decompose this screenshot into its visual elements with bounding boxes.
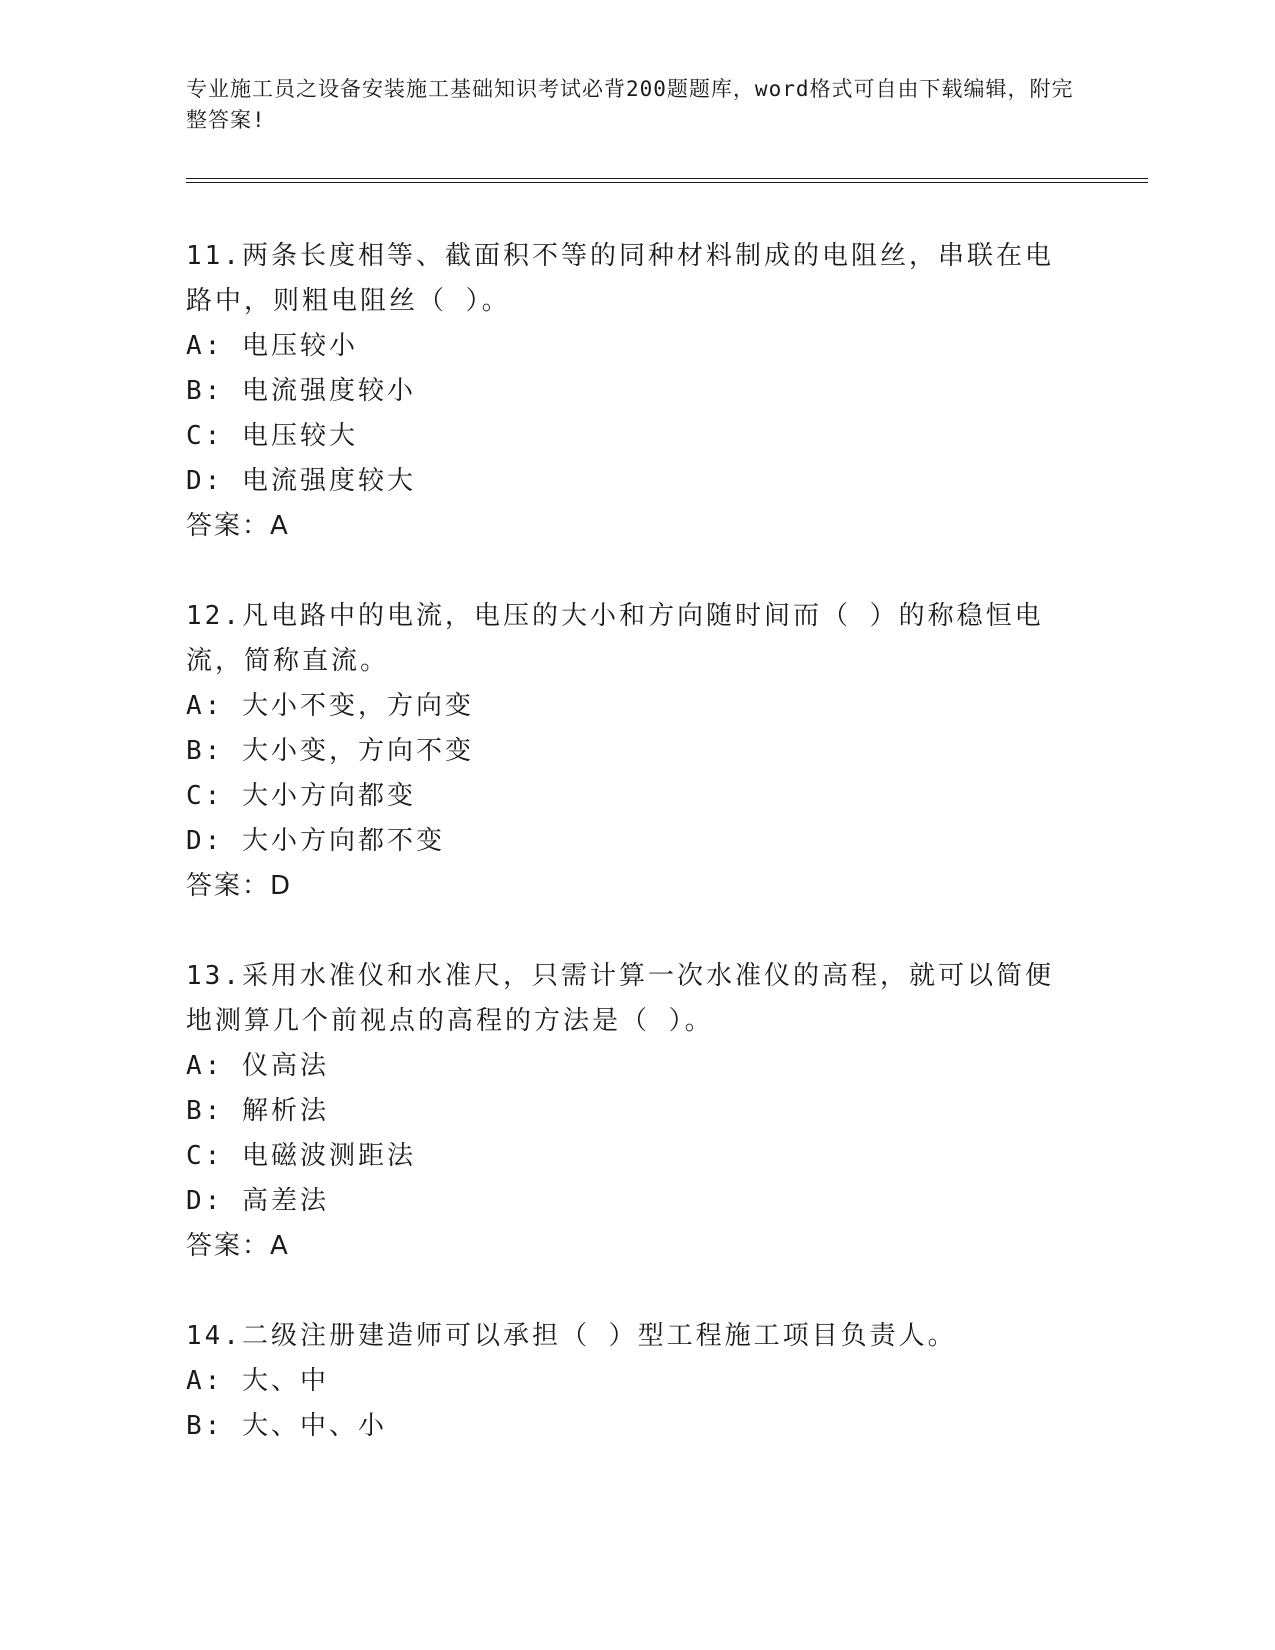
question-14 (186, 1314, 1066, 1449)
option-b: B: 大、中、小 (186, 1411, 387, 1441)
option-c: C: 电压较大 (186, 421, 358, 451)
option-b: B: 解析法 (186, 1096, 329, 1126)
option-c: C: 电磁波测距法 (186, 1141, 416, 1171)
header-divider (186, 178, 1148, 183)
answer: 答案：A (186, 511, 290, 541)
question-stem: 11.两条长度相等、截面积不等的同种材料制成的电阻丝，串联在电路中，则粗电阻丝（ ）。 (186, 241, 1054, 316)
answer: 答案：D (186, 871, 293, 901)
question-11 (186, 234, 1066, 549)
option-b: B: 电流强度较小 (186, 376, 416, 406)
question-stem: 13.采用水准仪和水准尺，只需计算一次水准仪的高程，就可以简便地测算几个前视点的高程的方法是（ ）。 (186, 961, 1054, 1036)
question-stem: 14.二级注册建造师可以承担（ ）型工程施工项目负责人。 (186, 1321, 957, 1351)
question-list (186, 234, 1066, 1494)
option-a: A: 电压较小 (186, 331, 358, 361)
option-b: B: 大小变，方向不变 (186, 736, 474, 766)
option-d: D: 大小方向都不变 (186, 826, 445, 856)
question-12 (186, 594, 1066, 909)
option-c: C: 大小方向都变 (186, 781, 416, 811)
option-d: D: 高差法 (186, 1186, 329, 1216)
option-a: A: 仪高法 (186, 1051, 329, 1081)
answer: 答案：A (186, 1231, 290, 1261)
question-stem: 12.凡电路中的电流，电压的大小和方向随时间而（ ）的称稳恒电流，简称直流。 (186, 601, 1044, 676)
option-d: D: 电流强度较大 (186, 466, 416, 496)
document-header: 专业施工员之设备安装施工基础知识考试必背200题题库，word格式可自由下载编辑，附完整答案! (186, 77, 1074, 132)
option-a: A: 大小不变，方向变 (186, 691, 474, 721)
question-13 (186, 954, 1066, 1269)
option-a: A: 大、中 (186, 1366, 329, 1396)
